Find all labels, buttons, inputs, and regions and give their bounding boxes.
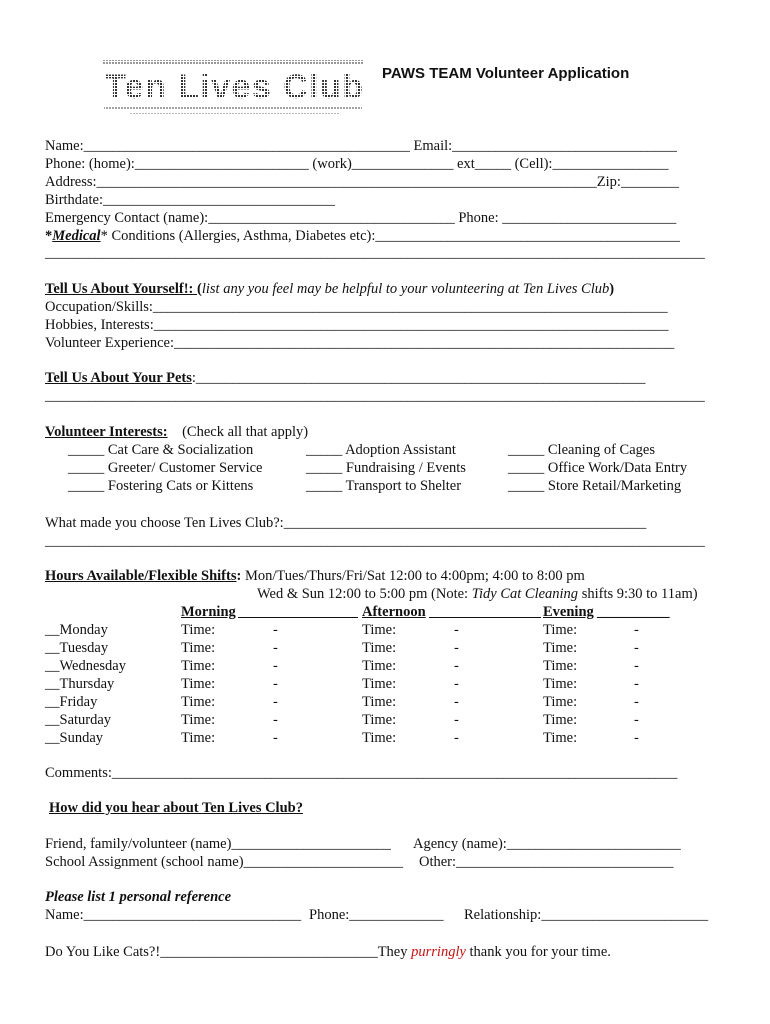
reference-relationship-line[interactable]: Relationship:_______________________: [464, 907, 709, 923]
day-label[interactable]: __Saturday: [45, 712, 112, 728]
header-rule-2: [429, 603, 541, 618]
header-evening: Evening: [543, 604, 594, 620]
hours-heading-row: Hours Available/Flexible Shifts: Mon/Tues/Thurs/Fri/Sat 12:00 to 4:00pm; 4:00 to 8:00 pm: [45, 568, 585, 584]
day-label[interactable]: __Tuesday: [45, 640, 109, 656]
medical-conditions-line[interactable]: [45, 227, 680, 245]
header-evening-tail: __________: [597, 604, 670, 620]
time-label[interactable]: Time:: [543, 712, 578, 728]
time-label[interactable]: Time:: [362, 694, 397, 710]
reference-name-line[interactable]: Name:______________________________: [45, 907, 302, 923]
time-dash: -: [454, 694, 459, 710]
hear-friend-line[interactable]: Friend, family/volunteer (name)______________________: [45, 836, 391, 852]
interest-fundraising[interactable]: _____ Fundraising / Events: [306, 460, 466, 476]
time-label[interactable]: Time:: [181, 694, 216, 710]
svg-text:Ten Lives Club: Ten Lives Club: [105, 68, 363, 106]
reference-heading: Please list 1 personal reference: [45, 889, 232, 905]
time-dash: -: [634, 730, 639, 746]
header-rule-1: [238, 603, 358, 618]
occupation-line[interactable]: Occupation/Skills:_______________________________________________________________________: [45, 299, 668, 315]
time-dash: -: [273, 694, 278, 710]
address-line[interactable]: Address:_____________________________________________________________________Zip:________: [45, 174, 679, 190]
time-label[interactable]: Time:: [181, 640, 216, 656]
interest-retail[interactable]: _____ Store Retail/Marketing: [508, 478, 682, 494]
interest-fostering[interactable]: _____ Fostering Cats or Kittens: [68, 478, 254, 494]
time-dash: -: [634, 640, 639, 656]
time-label[interactable]: Time:: [362, 640, 397, 656]
purringly-text: purringly: [411, 944, 466, 960]
interest-cleaning[interactable]: _____ Cleaning of Cages: [508, 442, 655, 458]
medical-rest: * Conditions (Allergies, Asthma, Diabetes etc):__________________________________________: [100, 228, 680, 244]
time-dash: -: [273, 658, 278, 674]
interest-transport[interactable]: _____ Transport to Shelter: [306, 478, 462, 494]
time-dash: -: [273, 640, 278, 656]
time-dash: -: [634, 712, 639, 728]
time-label[interactable]: Time:: [543, 694, 578, 710]
phone-line[interactable]: Phone: (home):________________________ (work)______________ ext_____ (Cell):________________: [45, 156, 669, 172]
interests-heading-row: [45, 423, 308, 441]
time-label[interactable]: Time:: [543, 640, 578, 656]
time-label[interactable]: Time:: [362, 730, 397, 746]
closing-line[interactable]: Do You Like Cats?!______________________________They purringly thank you for your time.: [45, 944, 611, 960]
time-dash: -: [634, 622, 639, 638]
pets-line[interactable]: Tell Us About Your Pets:______________________________________________________________: [45, 370, 646, 386]
time-label[interactable]: Time:: [543, 676, 578, 692]
time-label[interactable]: Time:: [362, 622, 397, 638]
time-dash: -: [454, 730, 459, 746]
time-dash: -: [454, 622, 459, 638]
time-label[interactable]: Time:: [543, 730, 578, 746]
interest-office[interactable]: _____ Office Work/Data Entry: [508, 460, 688, 476]
time-label[interactable]: Time:: [181, 730, 216, 746]
time-label[interactable]: Time:: [362, 676, 397, 692]
pets-blank-line[interactable]: ___________________________________________________________________________________________: [45, 388, 705, 404]
blank-line[interactable]: ___________________________________________________________________________________________: [45, 245, 705, 261]
day-label[interactable]: __Wednesday: [45, 658, 126, 674]
time-dash: -: [454, 712, 459, 728]
hear-other-line[interactable]: Other:______________________________: [419, 854, 674, 870]
interest-cat-care[interactable]: _____ Cat Care & Socialization: [68, 442, 254, 458]
choose-line[interactable]: What made you choose Ten Lives Club?:__________________________________________________: [45, 515, 647, 531]
birthdate-line[interactable]: Birthdate:________________________________: [45, 192, 335, 208]
time-label[interactable]: Time:: [181, 622, 216, 638]
hours-note: Wed & Sun 12:00 to 5:00 pm (Note: Tidy Cat Cleaning shifts 9:30 to 11am): [257, 586, 698, 602]
header-morning: Morning: [181, 604, 236, 620]
time-dash: -: [273, 712, 278, 728]
time-label[interactable]: Time:: [181, 712, 216, 728]
hear-school-line[interactable]: School Assignment (school name)______________________: [45, 854, 404, 870]
header-afternoon: Afternoon: [362, 604, 426, 620]
time-label[interactable]: Time:: [543, 622, 578, 638]
hours-heading: Hours Available/Flexible Shifts: [45, 568, 237, 584]
time-label[interactable]: Time:: [362, 712, 397, 728]
time-label[interactable]: Time:: [181, 676, 216, 692]
day-label[interactable]: __Friday: [45, 694, 98, 710]
interests-note: (Check all that apply): [182, 424, 309, 440]
ten-lives-club-logo: [100, 50, 368, 118]
time-label[interactable]: Time:: [362, 658, 397, 674]
hear-heading: How did you hear about Ten Lives Club?: [49, 800, 303, 816]
time-dash: -: [454, 676, 459, 692]
day-label[interactable]: __Sunday: [45, 730, 103, 746]
reference-phone-line[interactable]: Phone:_____________: [309, 907, 444, 923]
time-dash: -: [454, 640, 459, 656]
emergency-contact-line[interactable]: Emergency Contact (name):__________________________________ Phone: ________________________: [45, 210, 677, 226]
time-label[interactable]: Time:: [543, 658, 578, 674]
interests-heading: Volunteer Interests:: [45, 424, 168, 440]
interest-adoption[interactable]: _____ Adoption Assistant: [306, 442, 456, 458]
medical-asterisk: *: [45, 228, 53, 244]
name-email-line[interactable]: Name:_____________________________________________ Email:_______________________________: [45, 138, 677, 154]
time-dash: -: [634, 658, 639, 674]
pets-heading: Tell Us About Your Pets: [45, 370, 192, 386]
time-dash: -: [273, 622, 278, 638]
day-label[interactable]: __Thursday: [45, 676, 115, 692]
experience-line[interactable]: Volunteer Experience:_____________________________________________________________________: [45, 335, 675, 351]
hear-agency-line[interactable]: Agency (name):________________________: [413, 836, 681, 852]
time-dash: -: [634, 694, 639, 710]
comments-line[interactable]: Comments:______________________________________________________________________________: [45, 765, 678, 781]
about-yourself-heading: Tell Us About Yourself!: (list any you feel may be helpful to your volunteering at Ten Lives Club): [45, 281, 615, 297]
choose-blank-line[interactable]: ___________________________________________________________________________________________: [45, 533, 705, 549]
time-dash: -: [634, 676, 639, 692]
time-dash: -: [454, 658, 459, 674]
time-dash: -: [273, 730, 278, 746]
hobbies-line[interactable]: Hobbies, Interests:_______________________________________________________________________: [45, 317, 669, 333]
form-title: PAWS TEAM Volunteer Application: [382, 65, 630, 82]
medical-label: Medical: [52, 228, 101, 244]
time-dash: -: [273, 676, 278, 692]
interest-greeter[interactable]: _____ Greeter/ Customer Service: [68, 460, 263, 476]
time-label[interactable]: Time:: [181, 658, 216, 674]
day-label[interactable]: __Monday: [45, 622, 108, 638]
